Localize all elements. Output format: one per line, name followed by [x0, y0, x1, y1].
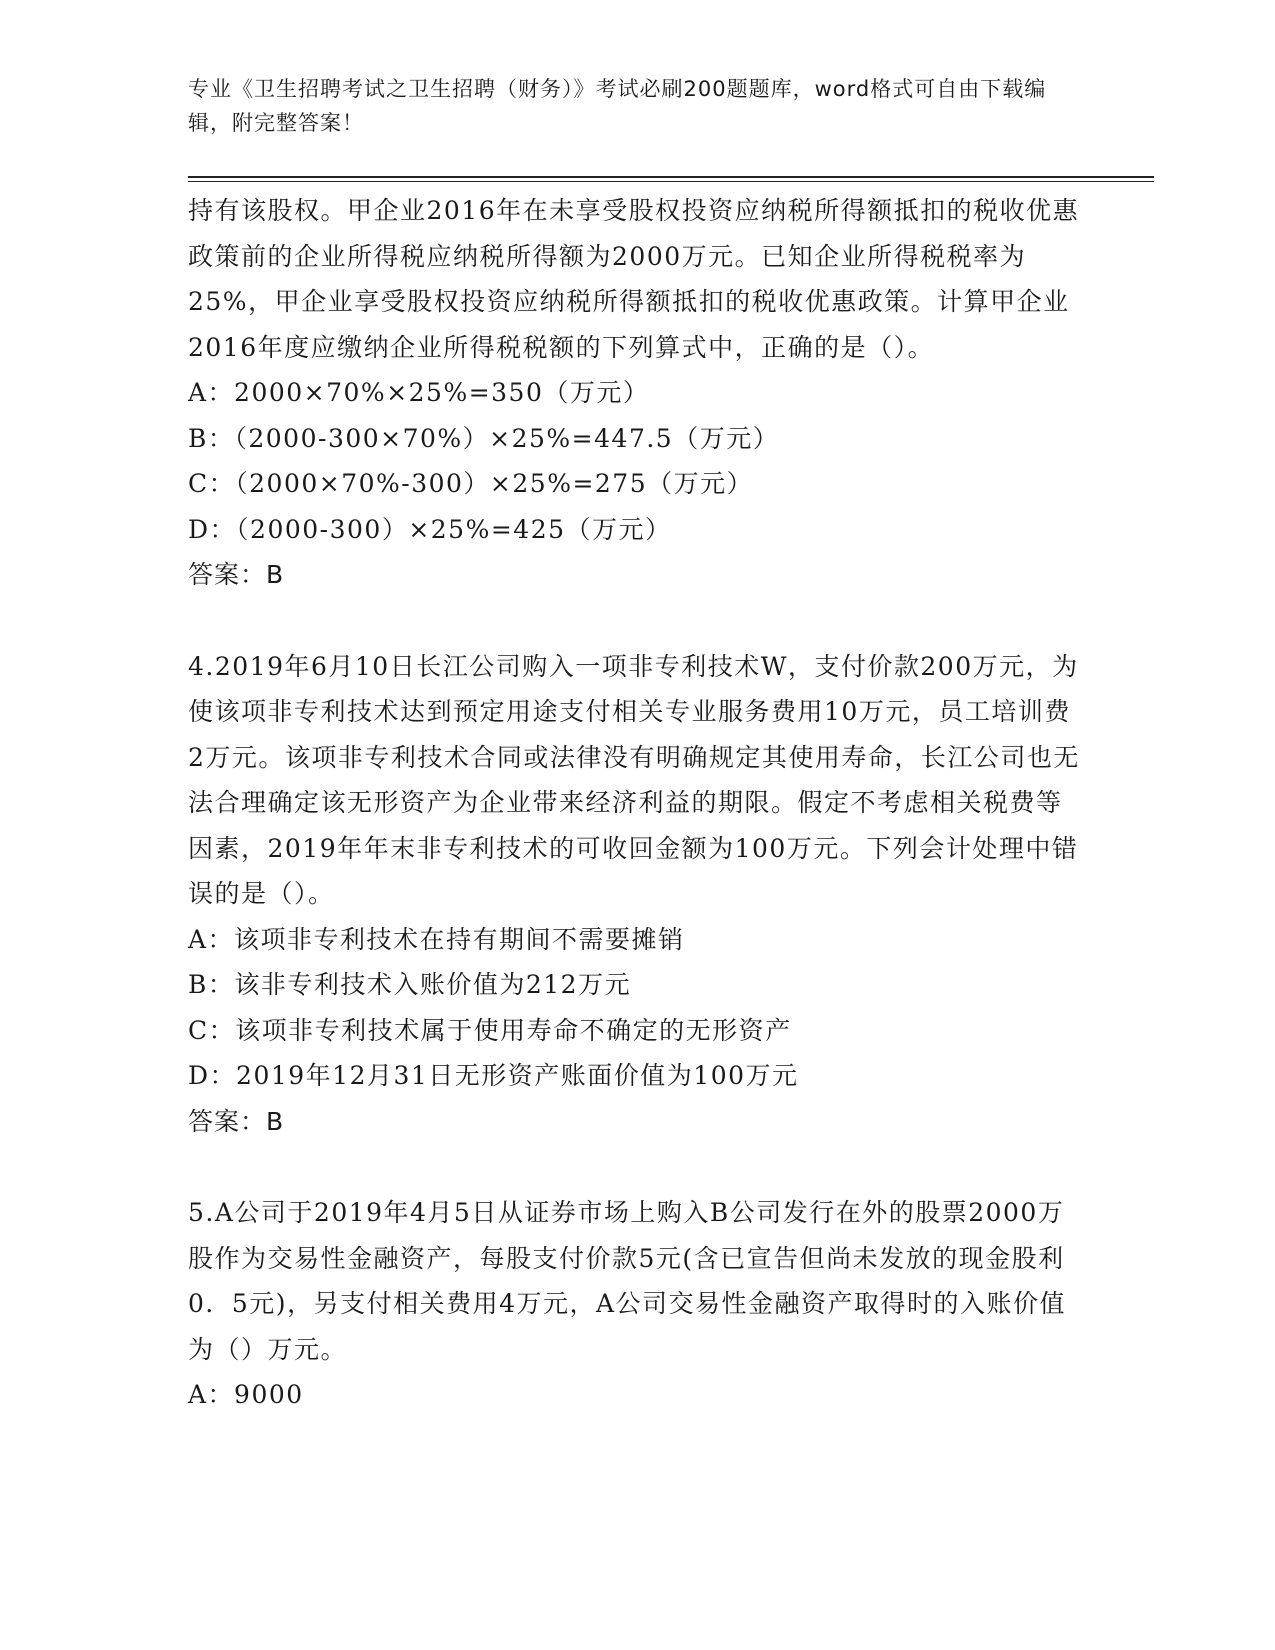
- option-a: A：该项非专利技术在持有期间不需要摊销: [188, 924, 685, 954]
- document-body: [188, 188, 1088, 1418]
- question-stem: 4.2019年6月10日长江公司购入一项非专利技术W，支付价款200万元，为使该项非专利技术达到预定用途支付相关专业服务费用10万元，员工培训费2万元。该项非专利技术合同或法律没有明确规定其使用寿命，长江公司也无法合理确定该无形资产为企业带来经济利益的期限。假定不考虑相关税费等因素，2019年年末非专利技术的可收回金额为100万元。下列会计处理中错误的是（）。: [188, 651, 1080, 908]
- question-4: [188, 644, 1088, 1145]
- question-3: [188, 188, 1088, 598]
- spacer: [188, 598, 1088, 644]
- option-a: A：2000×70%×25%=350（万元）: [188, 378, 650, 407]
- option-b: B：该非专利技术入账价值为212万元: [188, 970, 632, 999]
- question-5: [188, 1190, 1088, 1418]
- question-stem: 持有该股权。甲企业2016年在未享受股权投资应纳税所得额抵扣的税收优惠政策前的企业所得税应纳税所得额为2000万元。已知企业所得税税率为25%，甲企业享受股权投资应纳税所得额抵扣的税收优惠政策。计算甲企业2016年度应缴纳企业所得税税额的下列算式中，正确的是（）。: [188, 196, 1080, 362]
- page-header: 专业《卫生招聘考试之卫生招聘（财务）》考试必刷200题题库，word格式可自由下载编辑，附完整答案！: [188, 77, 1047, 135]
- option-c: C：（2000×70%-300）×25%=275（万元）: [188, 469, 754, 498]
- header-divider-thin: [188, 181, 1154, 182]
- option-b: B：（2000-300×70%）×25%=447.5（万元）: [188, 423, 780, 453]
- question-stem: 5.A公司于2019年4月5日从证券市场上购入B公司发行在外的股票2000万股作为交易性金融资产，每股支付价款5元(含已宣告但尚未发放的现金股利0．5元)，另支付相关费用4万元，A公司交易性金融资产取得时的入账价值为（）万元。: [188, 1198, 1067, 1364]
- option-a: A：9000: [188, 1380, 304, 1409]
- answer-line: 答案：B: [188, 560, 285, 589]
- answer-line: 答案：B: [188, 1106, 285, 1136]
- option-d: D：2019年12月31日无形资产账面价值为100万元: [188, 1061, 799, 1090]
- spacer: [188, 1144, 1088, 1190]
- header-divider: [188, 176, 1154, 178]
- option-d: D：（2000-300）×25%=425（万元）: [188, 514, 672, 544]
- option-c: C：该项非专利技术属于使用寿命不确定的无形资产: [188, 1015, 792, 1045]
